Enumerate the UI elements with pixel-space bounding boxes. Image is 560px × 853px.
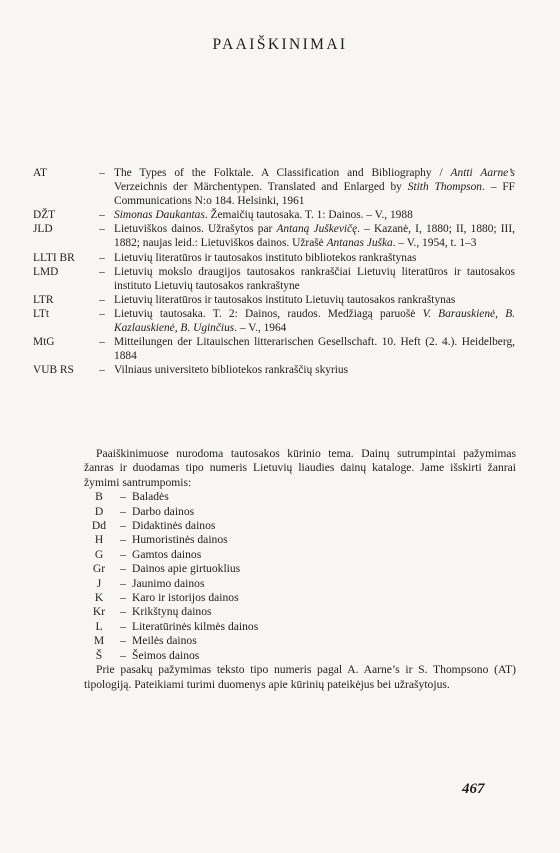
abbreviation-dash: – [99, 209, 105, 222]
genre-dash: – [120, 562, 126, 576]
genre-dash: – [120, 576, 126, 590]
abbreviation-text-part: Verzeichnis der Märchentypen. Translated and Enlarged by [114, 181, 408, 194]
abbreviation-key: DŽT [33, 209, 56, 222]
notes-section [84, 447, 516, 692]
genre-item [84, 634, 516, 648]
abbreviation-text-part: Antanas Juška [326, 237, 393, 250]
abbreviation-description [114, 335, 515, 363]
abbreviation-description [114, 166, 515, 208]
genre-item [84, 605, 516, 619]
abbreviation-text-part: . Žemaičių tautosaka. T. 1: Dainos. – V., 1988 [204, 209, 413, 222]
genre-label: Darbo dainos [132, 504, 195, 518]
abbreviation-text-part: . – Kazanė, I, 1880; II, 1880; III, 1882; naujas leid.: Lietuviškos dainos. Užrašė [114, 223, 515, 250]
abbreviation-row [33, 222, 515, 250]
abbreviation-text-part: The Types of the Folktale. A Classification and Bibliography / [114, 167, 451, 179]
abbreviation-key: LTR [33, 293, 54, 306]
abbreviation-text-part: Lietuvių tautosaka. T. 2: Dainos, raudos. Medžiagą paruošė [114, 307, 423, 320]
genre-dash: – [120, 591, 126, 605]
abbreviation-text-part: V. Barauskienė, B. Kazlauskienė, B. Uginčius [114, 307, 516, 335]
abbreviation-description [114, 208, 515, 222]
abbreviation-text-part: . – V., 1964 [234, 322, 287, 335]
abbreviation-dash: – [99, 251, 105, 264]
genre-label: Meilės dainos [132, 634, 197, 648]
abbreviation-key: LLTI BR [33, 251, 75, 264]
abbreviation-text-part: Lietuvių literatūros ir tautosakos instituto Lietuvių tautosakos rankraštynas [114, 293, 456, 306]
genre-label: Dainos apie girtuoklius [132, 562, 241, 576]
abbreviation-row [33, 166, 515, 208]
abbreviations-list [33, 166, 515, 377]
abbreviation-dash: – [99, 293, 105, 306]
genre-label: Karo ir istorijos dainos [132, 591, 239, 605]
genre-key: K [94, 591, 104, 605]
genre-key: B [95, 490, 103, 504]
abbreviation-description [114, 251, 515, 265]
genre-key: Kr [92, 605, 106, 619]
genre-dash: – [120, 533, 126, 547]
genre-item [84, 649, 516, 663]
genre-item [84, 490, 516, 504]
genre-item [84, 519, 516, 533]
abbreviation-dash: – [99, 223, 105, 236]
genre-label: Literatūrinės kilmės dainos [132, 619, 259, 633]
genre-item [84, 620, 516, 634]
genre-label: Šeimos dainos [132, 648, 200, 662]
abbreviation-description [114, 222, 515, 250]
abbreviation-key: AT [33, 167, 47, 179]
genre-label: Humoristinės dainos [132, 533, 228, 547]
genre-dash: – [120, 519, 126, 533]
genre-dash: – [120, 547, 126, 561]
genre-item [84, 562, 516, 576]
abbreviation-text-part: Antaną Juškevičę [276, 223, 358, 236]
genre-dash: – [120, 634, 126, 648]
abbreviation-dash: – [99, 336, 105, 349]
genre-key: Gr [92, 562, 106, 576]
abbreviation-key: MtG [33, 336, 55, 349]
page-title: PAAIŠKINIMAI [212, 36, 348, 53]
abbreviation-key: LTt [33, 307, 50, 320]
abbreviation-text-part: Lietuviškos dainos. Užrašytos par [114, 223, 277, 236]
genre-key: G [94, 547, 104, 561]
abbreviation-text-part: Lietuvių mokslo draugijos tautosakos rankraščiai Lietuvių literatūros ir tautosakos instituto Lietuvių tautosakos rankraštyne [114, 265, 515, 292]
abbreviation-text-part: Mitteilungen der Litauischen litterarischen Gesellschaft. 10. Heft (2. 4.). Heidelberg, 1884 [114, 336, 515, 363]
abbreviation-description [114, 363, 515, 377]
abbreviation-row [33, 335, 515, 363]
abbreviation-text-part: Antti Aarne’s [450, 167, 515, 179]
notes-intro: Paaiškinimuose nurodoma tautosakos kūrinio tema. Dainų sutrumpintai pažymimas žanras ir duodamas tipo numeris Lietuvių liaudies dainų kataloge. Jame išskirti žanrai žymimi santrumpomis: [84, 447, 516, 489]
abbreviation-dash: – [99, 167, 105, 179]
genre-key: L [95, 619, 103, 633]
abbreviation-description [114, 307, 515, 335]
genre-dash: – [120, 648, 126, 662]
abbreviation-key: VUB RS [33, 364, 74, 377]
genre-label: Krikštynų dainos [132, 605, 212, 619]
notes-outro: Prie pasakų pažymimas teksto tipo numeris pagal A. Aarne’s ir S. Thompsono (AT) tipologiją. Pateikiami turimi duomenys apie kūrinių pateikėjus bei užrašytojus. [84, 663, 516, 691]
genre-label: Didaktinės dainos [132, 519, 216, 533]
abbreviation-text-part: . – FF Communications N:o 184. Helsinki, 1961 [114, 181, 515, 208]
genre-key: Š [95, 648, 103, 662]
genre-list [84, 490, 516, 663]
abbreviation-key: JLD [33, 223, 53, 236]
abbreviation-dash: – [99, 364, 105, 377]
genre-label: Baladės [132, 490, 169, 504]
abbreviation-dash: – [99, 265, 105, 278]
genre-item [84, 533, 516, 547]
genre-dash: – [120, 619, 126, 633]
genre-item [84, 591, 516, 605]
genre-key: Dd [91, 519, 107, 533]
abbreviation-description [114, 265, 515, 293]
genre-key: D [94, 504, 104, 518]
abbreviation-row [33, 251, 515, 265]
page-number: 467 [462, 781, 485, 797]
genre-label: Jaunimo dainos [132, 576, 205, 590]
genre-dash: – [120, 490, 126, 504]
abbreviation-key: LMD [33, 265, 59, 278]
abbreviation-description [114, 293, 515, 307]
abbreviation-row [33, 293, 515, 307]
abbreviation-text-part: Stith Thompson [407, 181, 482, 194]
genre-dash: – [120, 504, 126, 518]
genre-dash: – [120, 605, 126, 619]
abbreviation-row [33, 265, 515, 293]
abbreviation-row [33, 307, 515, 335]
abbreviation-text-part: Lietuvių literatūros ir tautosakos instituto bibliotekos rankraštynas [114, 251, 417, 264]
genre-item [84, 548, 516, 562]
abbreviation-dash: – [99, 307, 105, 320]
genre-item [84, 505, 516, 519]
abbreviation-row [33, 208, 515, 222]
abbreviation-text-part: Vilniaus universiteto bibliotekos rankraščių skyrius [114, 364, 349, 377]
abbreviation-text-part: Simonas Daukantas [114, 209, 205, 222]
genre-key: M [93, 634, 105, 648]
genre-label: Gamtos dainos [132, 547, 202, 561]
genre-key: H [94, 533, 104, 547]
abbreviation-text-part: . – V., 1954, t. 1–3 [392, 237, 477, 250]
genre-key: J [96, 576, 102, 590]
genre-item [84, 577, 516, 591]
abbreviation-row [33, 363, 515, 377]
